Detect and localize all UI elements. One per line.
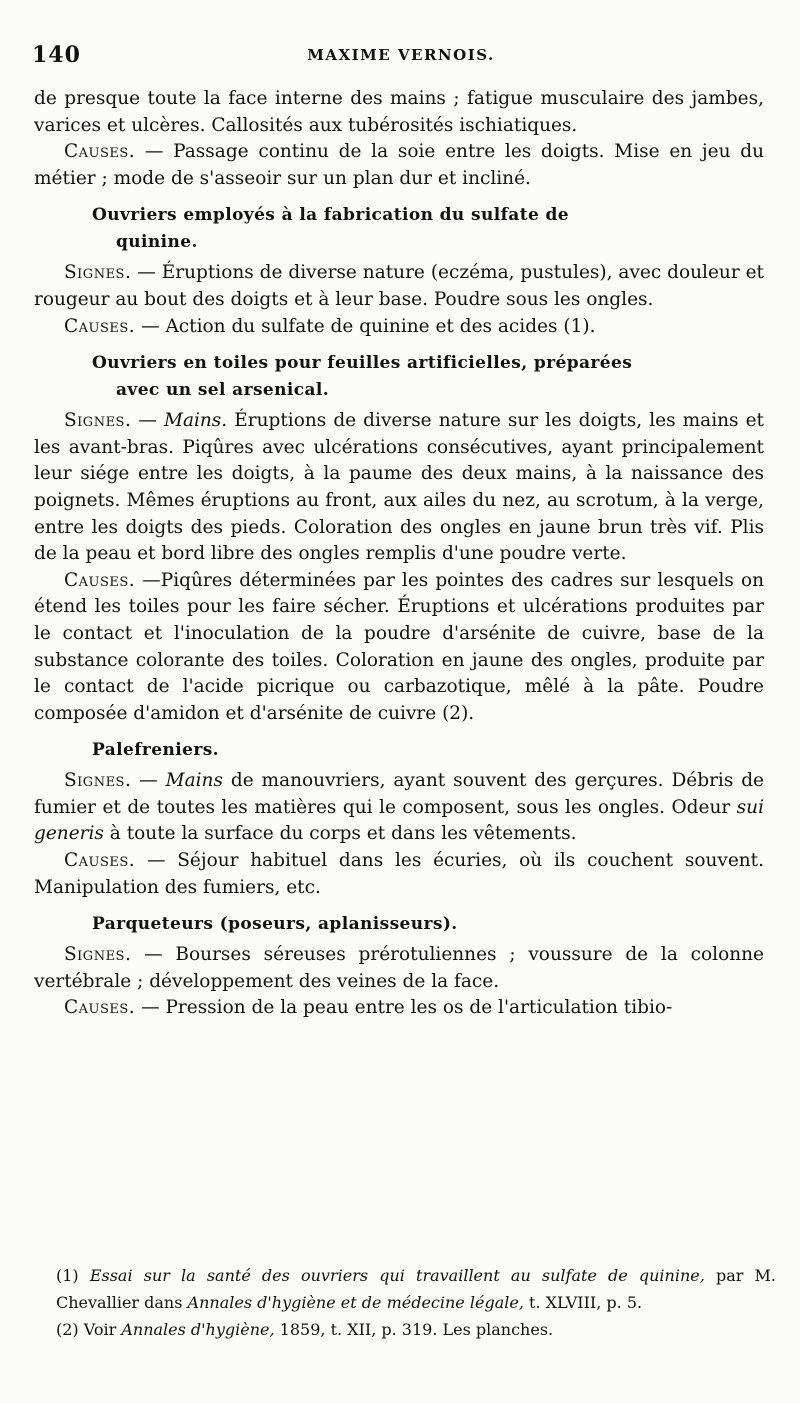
section-heading-quinine [34, 202, 764, 256]
dash: — [131, 770, 166, 792]
causes-label: Causes. [64, 569, 136, 591]
running-title: MAXIME VERNOIS. [307, 46, 495, 64]
heading-line: Palefreniers. [92, 740, 219, 761]
paragraph-text: — Éruptions de diverse nature (eczéma, pustules), avec douleur et rougeur au bout des doigts et à leur base. Poudre sous les ongles. [34, 262, 764, 310]
causes-label: Causes. [64, 997, 136, 1019]
paragraph-causes [34, 139, 764, 192]
paragraph-text: — Séjour habituel dans les écuries, où ils couchent souvent. Manipulation des fumiers, etc. [34, 850, 764, 898]
paragraph-text: de presque toute la face interne des mains ; fatigue musculaire des jambes, varices et ulcères. Callosités aux tubérosités ischiatiques. [34, 88, 764, 136]
footnote-source: Annales d'hygiène, [121, 1320, 275, 1339]
paragraph-causes [34, 995, 764, 1022]
paragraph-text: — Pression de la peau entre les os de l'articulation tibio- [135, 997, 673, 1019]
footnote-text: t. XLVIII, p. 5. [523, 1293, 643, 1312]
paragraph-causes [34, 568, 764, 728]
heading-line: Ouvriers employés à la fabrication du sulfate de [92, 205, 570, 226]
paragraph-text: — Passage continu de la soie entre les doigts. Mise en jeu du métier ; mode de s'asseoir sur un plan dur et incliné. [34, 141, 764, 189]
signes-label: Signes. [64, 770, 132, 792]
heading-line: quinine. [116, 232, 198, 253]
paragraph-text: Éruptions de diverse nature sur les doigts, les mains et les avant-bras. Piqûres avec ulcérations consécutives, ayant principalement leur siége entre les doigts, à la paume des deux mains, à la naissance des poignets. Mêmes éruptions au front, aux ailes du nez, au scrotum, à la verge, entre les doigts des pieds. Coloration des ongles en jaune brun très vif. Plis de la peau et bord libre des ongles remplis d'une poudre verte. [34, 410, 764, 565]
heading-line: Ouvriers en toiles pour feuilles artificielles, préparées [92, 353, 633, 374]
paragraph-signes [34, 942, 764, 995]
paragraph-causes [34, 848, 764, 901]
footnote-text: par M. Chevallier dans [56, 1266, 777, 1312]
main-text [34, 86, 764, 1022]
paragraph-signes [34, 260, 764, 313]
paragraph-signes [34, 408, 764, 568]
italic-term: Mains [165, 770, 223, 792]
page-header [32, 42, 770, 74]
footnote-text: Voir [78, 1320, 122, 1339]
causes-label: Causes. [64, 315, 136, 337]
paragraph-text: —Piqûres déterminées par les pointes des cadres sur lesquels on étend les toiles pour les faire sécher. Éruptions et ulcérations produites par le contact et l'inoculation de la poudre d'arsénite de cuivre, base de la substance colorante des toiles. Coloration en jaune des ongles, produite par le contact de l'acide picrique ou carbazotique, mêlé à la pâte. Poudre composée d'amidon et d'arsénite de cuivre (2). [34, 569, 764, 724]
paragraph-signes [34, 768, 764, 848]
footnote-1 [56, 1262, 776, 1316]
footnote-text: 1859, t. XII, p. 319. Les planches. [274, 1320, 554, 1339]
paragraph-continuation [34, 86, 764, 139]
footnote-title: Essai sur la santé des ouvriers qui travaillent au sulfate de quinine, [89, 1266, 705, 1285]
signes-label: Signes. [64, 262, 132, 284]
footnotes [56, 1262, 776, 1343]
footnote-mark: (2) [56, 1320, 79, 1339]
section-heading-palefreniers [34, 737, 764, 764]
heading-line: Parqueteurs (poseurs, aplanisseurs). [92, 914, 458, 935]
paragraph-causes [34, 314, 764, 341]
footnote-source: Annales d'hygiène et de médecine légale, [187, 1293, 524, 1312]
causes-label: Causes. [64, 850, 136, 872]
italic-term: sui generis [34, 796, 764, 845]
causes-label: Causes. [64, 141, 136, 163]
heading-line: avec un sel arsenical. [116, 380, 330, 401]
footnote-2 [56, 1316, 776, 1343]
paragraph-text: — Action du sulfate de quinine et des acides (1). [135, 315, 596, 337]
paragraph-text: de manouvriers, ayant souvent des gerçures. Débris de fumier et de toutes les matières qui le composent, sous les ongles. Odeur [34, 770, 765, 818]
footnote-mark: (1) [56, 1266, 79, 1285]
section-heading-parqueteurs [34, 911, 764, 938]
section-heading-toiles [34, 350, 764, 404]
page-number: 140 [32, 42, 81, 68]
paragraph-text: — Bourses séreuses prérotuliennes ; voussure de la colonne vertébrale ; développement des veines de la face. [34, 944, 764, 992]
signes-label: Signes. [64, 410, 132, 432]
paragraph-text: à toute la surface du corps et dans les vêtements. [103, 823, 577, 845]
italic-term: Mains. [164, 410, 228, 432]
dash: — [131, 410, 164, 432]
signes-label: Signes. [64, 944, 132, 966]
